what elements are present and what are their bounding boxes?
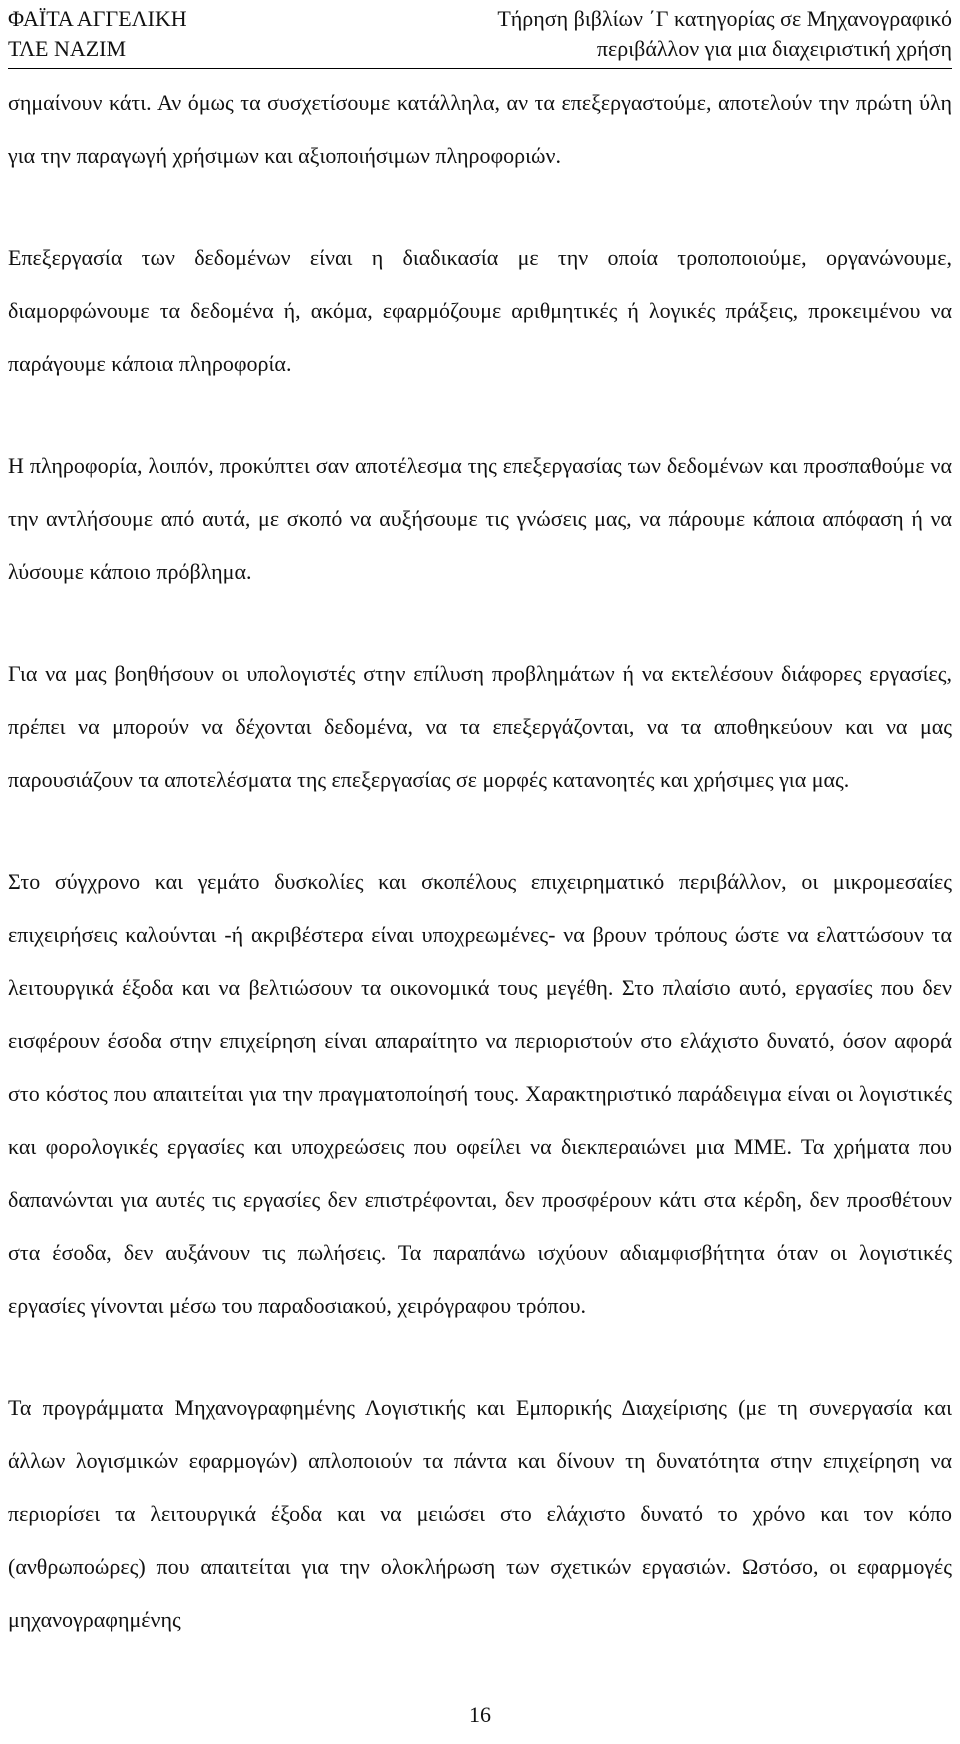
header-author-block (8, 4, 187, 64)
header-author-name: ΦΑΪΤΑ ΑΓΓΕΛΙΚΗ (8, 6, 187, 31)
paragraph-4: Για να μας βοηθήσουν οι υπολογιστές στην επίλυση προβλημάτων ή να εκτελέσουν διάφορες εργασίες, πρέπει να μπορούν να δέχονται δεδομένα, να τα επεξεργάζονται, να τα αποθηκεύουν και να μας παρουσιάζουν τα αποτελέσματα της επεξεργασίας σε μορφές κατανοητές και χρήσιμες για μας. (8, 661, 952, 792)
paragraph-1: σημαίνουν κάτι. Αν όμως τα συσχετίσουμε κατάλληλα, αν τα επεξεργαστούμε, αποτελούν την πρώτη ύλη για την παραγωγή χρήσιμων και αξιοποιήσιμων πληροφοριών. (8, 90, 952, 168)
paragraph-2: Επεξεργασία των δεδομένων είναι η διαδικασία με την οποία τροποποιούμε, οργανώνουμε, διαμορφώνουμε τα δεδομένα ή, ακόμα, εφαρμόζουμε αριθμητικές ή λογικές πράξεις, προκειμένου να παράγουμε κάποια πληροφορία. (8, 245, 952, 376)
document-body (8, 76, 952, 1695)
paragraph-3: Η πληροφορία, λοιπόν, προκύπτει σαν αποτέλεσμα της επεξεργασίας των δεδομένων και προσπαθούμε να την αντλήσουμε από αυτά, με σκοπό να αυξήσουμε τις γνώσεις μας, να πάρουμε κάποια απόφαση ή να λύσουμε κάποιο πρόβλημα. (8, 453, 952, 584)
paragraph-6: Τα προγράμματα Μηχανογραφημένης Λογιστικής και Εμπορικής Διαχείρισης (με τη συνεργασία και άλλων λογισμικών εφαρμογών) απλοποιούν τα πάντα και δίνουν τη δυνατότητα στην επιχείρηση να περιορίσει τα λειτουργικά έξοδα και να μειώσει στο ελάχιστο δυνατό το χρόνο και τον κόπο (ανθρωποώρες) που απαιτείται για την ολοκλήρωση των σχετικών εργασιών. Ωστόσο, οι εφαρμογές μηχανογραφημένης (8, 1395, 952, 1632)
header-title-block (497, 4, 952, 64)
page-number: 16 (469, 1702, 491, 1727)
page-header (8, 4, 952, 69)
header-title-line1: Τήρηση βιβλίων ΄Γ κατηγορίας σε Μηχανογραφικό (497, 6, 952, 31)
paragraph-5: Στο σύγχρονο και γεμάτο δυσκολίες και σκοπέλους επιχειρηματικό περιβάλλον, οι μικρομεσαίες επιχειρήσεις καλούνται -ή ακριβέστερα είναι υποχρεωμένες- να βρουν τρόπους ώστε να ελαττώσουν τα λειτουργικά έξοδα και να βελτιώσουν τα οικονομικά τους μεγέθη. Στο πλαίσιο αυτό, εργασίες που δεν εισφέρουν έσοδα στην επιχείρηση είναι απαραίτητο να περιοριστούν στο ελάχιστο δυνατό, όσον αφορά στο κόστος που απαιτείται για την πραγματοποίησή τους. Χαρακτηριστικό παράδειγμα είναι οι λογιστικές και φορολογικές εργασίες και υποχρεώσεις που οφείλει να διεκπεραιώνει μια ΜΜΕ. Τα χρήματα που δαπανώνται για αυτές τις εργασίες δεν επιστρέφονται, δεν προσφέρουν κάτι στα κέρδη, δεν προσθέτουν στα έσοδα, δεν αυξάνουν τις πωλήσεις. Τα παραπάνω ισχύουν αδιαμφισβήτητα όταν οι λογιστικές εργασίες γίνονται μέσω του παραδοσιακού, χειρόγραφου τρόπου. (8, 869, 952, 1318)
header-department: ΤΛΕ ΝΑΖΙΜ (8, 36, 127, 61)
header-title-line2: περιβάλλον για μια διαχειριστική χρήση (596, 36, 952, 61)
